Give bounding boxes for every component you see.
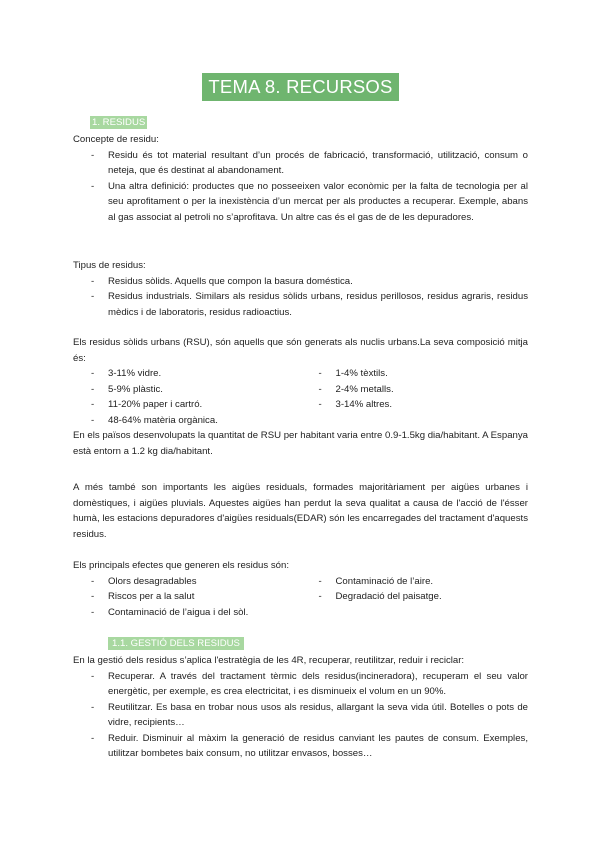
concept-block <box>73 132 528 225</box>
section-heading-residus: 1. RESIDUS <box>92 117 146 128</box>
concept-label: Concepte de residu: <box>73 134 159 145</box>
concept-list <box>73 148 528 226</box>
effects-list-left <box>73 574 301 621</box>
effects-label: Els principals efectes que generen els residus són: <box>73 560 289 571</box>
list-item: - Contaminació de l’aigua i del sòl. <box>73 605 301 621</box>
list-item: - Riscos per a la salut <box>73 589 301 605</box>
types-block <box>73 258 528 320</box>
list-item: - 11-20% paper i cartró. <box>73 397 301 413</box>
gestio-block <box>73 653 528 762</box>
list-item: - Recuperar. A través del tractament tèrmic dels residus(incineradora), recuperam el seu valor energètic, per exemple, es crea electricitat, i es disminueix el volum en un 90%. <box>73 669 528 700</box>
effects-block <box>73 558 528 620</box>
types-label: Tipus de residus: <box>73 260 146 271</box>
list-item: - Residus industrials. Similars als residus sòlids urbans, residus perillosos, residus agraris, residus mèdics i de laboratoris, residus radioactius. <box>73 289 528 320</box>
list-item: - 2-4% metalls. <box>301 382 529 398</box>
types-list <box>73 274 528 321</box>
list-item: - 1-4% tèxtils. <box>301 366 529 382</box>
list-item: - 5-9% plàstic. <box>73 382 301 398</box>
rsu-list-right <box>301 366 529 413</box>
rsu-note: En els països desenvolupats la quantitat de RSU per habitant varia entre 0.9-1.5kg dia/habitant. A Espanya està entorn a 1.2 kg dia/habitant. <box>73 430 528 457</box>
page-title: TEMA 8. RECURSOS <box>202 73 398 101</box>
list-item: - Residu és tot material resultant d’un procés de fabricació, transformació, utilització, consum o neteja, que és destinat al abandonament. <box>73 148 528 179</box>
list-item: - 48-64% matèria orgànica. <box>73 413 301 429</box>
list-item: - Olors desagradables <box>73 574 301 590</box>
effects-list-right <box>301 574 529 605</box>
rsu-intro: Els residus sòlids urbans (RSU), són aquells que són generats als nuclis urbans.La seva composició mitja és: <box>73 337 528 364</box>
list-item: - Degradació del paisatge. <box>301 589 529 605</box>
list-item: - Contaminació de l’aire. <box>301 574 529 590</box>
list-item: - Una altra definició: productes que no posseeixen valor econòmic per la falta de tecnologia per al seu aprofitament o per la inexistència d’un mercat per als productes a recuperar. Exemple, abans al gas associat al petroli no s’aprofitava. Un altre cas és el gas de de les depuradores. <box>73 179 528 226</box>
gestio-list <box>73 669 528 762</box>
list-item: - Reutilitzar. Es basa en trobar nous usos als residus, allargant la seva vida útil. Botelles o pots de vidre, recipients… <box>73 700 528 731</box>
rsu-list-left <box>73 366 301 428</box>
gestio-intro: En la gestió dels residus s’aplica l'estratègia de les 4R, recuperar, reutilitzar, reduir i reciclar: <box>73 655 465 666</box>
water-block <box>73 480 528 542</box>
list-item: - 3-11% vidre. <box>73 366 301 382</box>
water-text: A més també son importants les aigües residuals, formades majoritàriament per aigües urbanes i domèstiques, i aigües pluvials. Aquestes aigües han perdut la seva qualitat a causa de l'acció de l'ésser humà, les estacions depuradores d'aigües residuals(EDAR) són les encarregades del tractament d'aquests residus. <box>73 482 528 540</box>
rsu-composition <box>73 366 528 428</box>
list-item: - Reduir. Disminuir al màxim la generació de residus canviant les pautes de consum. Exemples, utilitzar bombetes baix consum, no utilitzar envasos, bosses… <box>73 731 528 762</box>
section-heading-gestio: 1.1. GESTIÓ DELS RESIDUS <box>108 637 244 650</box>
list-item: - 3-14% altres. <box>301 397 529 413</box>
effects-columns <box>73 574 528 621</box>
list-item: - Residus sòlids. Aquells que compon la basura doméstica. <box>73 274 528 290</box>
rsu-block <box>73 335 528 459</box>
